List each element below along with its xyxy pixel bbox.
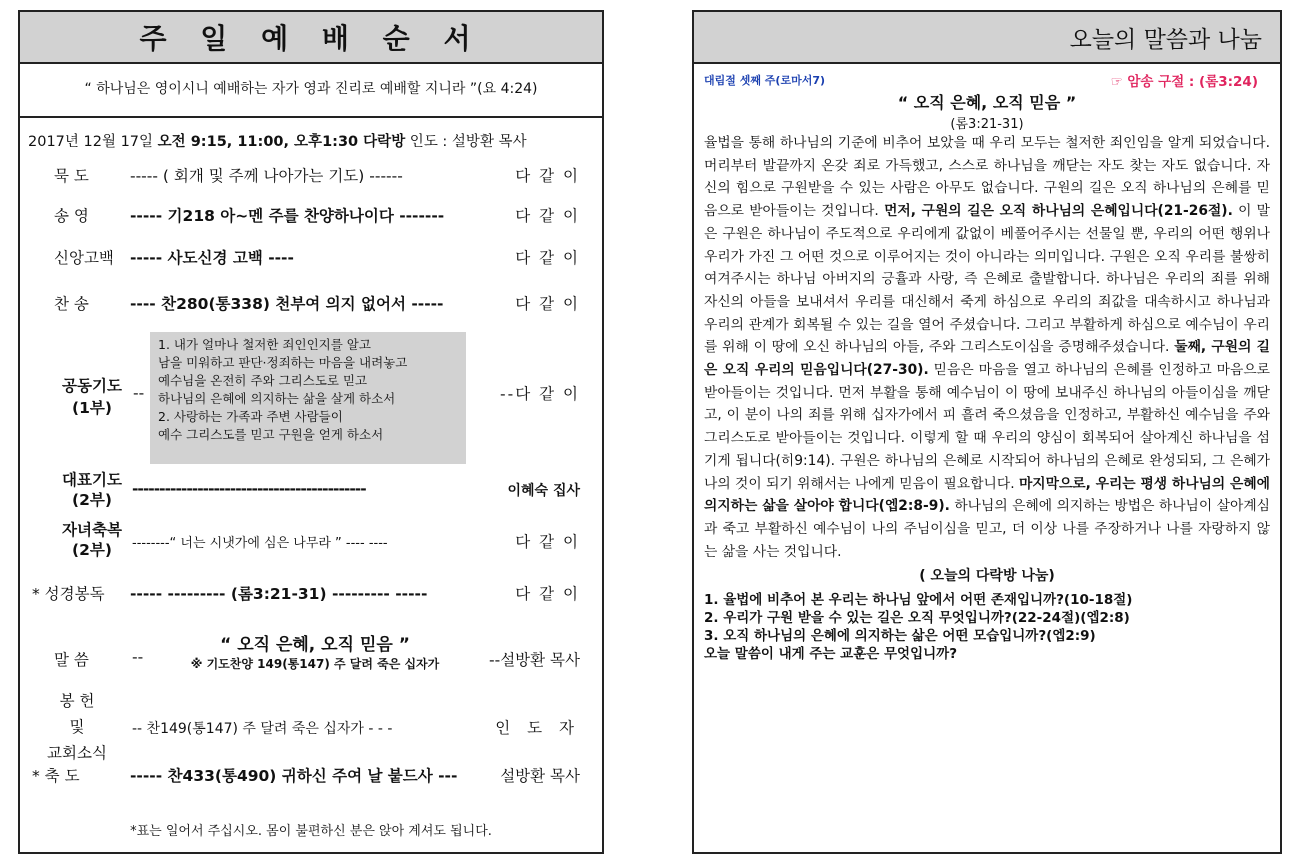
order-leader: 다 같 이: [515, 585, 580, 603]
sharing-question: 3. 오직 하나님의 은혜에 의지하는 삶은 어떤 모습입니까?(엡2:9): [704, 628, 1096, 645]
sharing-question: 1. 율법에 비추어 본 우리는 하나님 앞에서 어떤 존재입니까?(10-18절): [704, 592, 1133, 609]
order-leader: 다 같 이: [515, 533, 580, 551]
standing-note: *표는 일어서 주십시오. 몸이 불편하신 분은 앉아 계셔도 됩니다.: [130, 824, 492, 839]
order-leader: 다 같 이: [515, 207, 580, 225]
order-label-sub: (2부): [72, 491, 112, 509]
sermon-panel-header: [694, 12, 1280, 64]
sermon-body: [694, 132, 1280, 563]
order-leader: 인 도 자: [495, 719, 580, 737]
prayer-line: 1. 내가 얼마나 철저한 죄인인지를 알고: [158, 337, 371, 352]
order-label-sub: 및: [69, 718, 85, 736]
order-item: -------------------------------------------: [132, 480, 366, 498]
prayer-line: 2. 사랑하는 가족과 주변 사람들이: [158, 409, 343, 424]
prayer-line: 남을 미워하고 판단·정죄하는 마음을 내려놓고: [158, 355, 408, 370]
prayer-line: 예수님을 온전히 주와 그리스도로 믿고: [158, 373, 368, 388]
sermon-paragraph: 율법을 통해 하나님의 기준에 비추어 보았을 때 우리 모두는 철저한 죄인임을 알게 되었습니다. 머리부터 발끝까지 온갖 죄로 가득했고, 스스로 하나님을 깨닫는 자도 찾는 자도 없습니다. 자신의 힘으로 구원받을 수 있는 사람은 아무도 없습니다. 구원의 길은 오직 하나님의 은혜를 믿음으로 받아들이는 것입니다.: [704, 135, 1270, 220]
service-date: 2017년 12월 17일: [28, 134, 158, 150]
sermon-paragraph: 믿음은 마음을 열고 하나님의 은혜를 인정하고 마음으로 받아들이는 것입니다. 먼저 부활을 통해 예수님이 이 땅에 보내주신 하나님의 아들이심을 깨닫고, 이 분이 나의 죄를 위해 십자가에서 피 흘려 죽으셨음을 인정하고, 부활하신 예수님을 주와 그리스도로 받아들이는 것입니다. 이렇게 할 때 우리의 양심이 회복되어 살아계신 하나님을 섬기게 됩니다(히9:14). 구원은 하나님의 은혜로 시작되어 하나님의 은혜로 완성되되, 그 은혜가 나의 것이 되기 위해서는 나에게 믿음이 필요합니다.: [704, 362, 1270, 492]
order-label-sub2: 교회소식: [47, 744, 107, 762]
order-label: [52, 374, 132, 418]
service-times: 오전 9:15, 11:00, 오후1:30 다락방: [157, 134, 406, 150]
sermon-point: 먼저, 구원의 길은 오직 하나님의 은혜입니다(21-26절).: [884, 203, 1233, 220]
order-leader: 다 같 이: [515, 295, 580, 313]
joint-prayer-box: [150, 332, 466, 464]
order-leader: 다 같 이: [515, 249, 580, 267]
order-label: [52, 520, 132, 560]
order-leader: --설방환 목사: [489, 651, 580, 669]
sermon-block: [150, 630, 480, 672]
order-item: ----- 기218 아~멘 주를 찬양하나이다 -------: [130, 207, 445, 225]
order-label-main: 대표기도: [62, 471, 122, 489]
order-label: [42, 688, 112, 766]
theme-verse: “ 하나님은 영이시니 예배하는 자가 영과 진리로 예배할 지니라 ”(요 4:24): [84, 81, 538, 97]
order-label-main: 자녀축복: [62, 521, 122, 539]
order-leader: 다 같 이: [515, 167, 580, 185]
order-label-sub: (2부): [72, 541, 112, 559]
order-label: 묵 도: [54, 167, 89, 185]
order-label-sub: (1부): [72, 399, 112, 417]
order-item: ---- 찬280(통338) 천부여 의지 없어서 -----: [130, 295, 444, 313]
order-label: 찬 송: [54, 295, 89, 313]
sharing-question: 2. 우리가 구원 받을 수 있는 길은 오직 무엇입니까?(22-24절)(엡2:8): [704, 610, 1130, 627]
order-item: ----- 사도신경 고백 ----: [130, 249, 294, 267]
sermon-point: 마지막으로, 우리는 평생 하나님의 은혜에 의지하는 삶을 살아야 합니다(엡2:8-9).: [704, 475, 1270, 515]
prayer-line: 예수 그리스도를 믿고 구원을 얻게 하소서: [158, 427, 384, 442]
memory-verse: ☞ 암송 구절 : (롬3:24): [1110, 74, 1258, 90]
sharing-questions: [694, 591, 1280, 663]
order-label-main: 공동기도: [62, 377, 122, 395]
prayer-line: 하나님의 은혜에 의지하는 삶을 살게 하소서: [158, 391, 396, 406]
order-label: * 성경봉독: [32, 585, 105, 603]
sharing-heading: ( 오늘의 다락방 나눔): [919, 568, 1055, 585]
order-item: -- 찬149(통147) 주 달려 죽은 십자가 - - -: [132, 721, 393, 737]
sermon-subhead: [694, 70, 1280, 88]
sermon-paragraph: 하나님의 은혜에 의지하는 방법은 하나님이 살아계심과 죽고 부활하신 예수님이 나의 주님이심을 믿고, 더 이상 나를 주장하거나 나를 자랑하지 않는 삶을 사는 것입니다.: [704, 498, 1270, 560]
sermon-panel: [692, 10, 1282, 854]
order-leader: 설방환 목사: [500, 767, 580, 785]
sermon-hymn: ※ 기도찬양 149(통147) 주 달려 죽은 십자가: [190, 657, 440, 671]
sermon-paragraph: 이 말은 구원은 하나님이 주도적으로 우리에게 값없이 베풀어주시는 선물일 뿐, 우리의 어떤 행위나 우리가 가진 그 어떤 것으로 이루어지는 것이 아니라는 의미입니다. 구원은 오직 우리를 불쌍히 여겨주시는 하나님 아버지의 긍휼과 사랑, 즉 은혜로 출발합니다. 하나님은 우리의 죄를 위해 자신의 아들을 보내셔서 우리를 대신해서 죽게 하심으로 우리의 죄값을 대속하시고 하나님과 우리의 관계가 회복될 수 있는 길을 열어 주셨습니다. 그리고 부활하게 하심으로 예수님이 우리를 위해 이 땅에 오신 하나님의 아들, 주와 그리스도이심을 증명해주셨습니다.: [704, 203, 1270, 356]
worship-order-title: 주 일 예 배 순 서: [139, 22, 483, 55]
sermon-reference: (롬3:21-31): [950, 117, 1024, 132]
order-item: --: [133, 384, 145, 402]
order-item: ----- ( 회개 및 주께 나아가는 기도) ------: [130, 167, 403, 185]
order-leader: --다 같 이: [500, 385, 580, 403]
order-label: 말 씀: [54, 651, 89, 669]
order-item: --: [132, 648, 144, 666]
sharing-question: 오늘 말씀이 내게 주는 교훈은 무엇입니까?: [704, 646, 958, 663]
order-item: --------“ 너는 시냇가에 심은 나무라 ” ---- ----: [132, 536, 388, 551]
order-label: 신앙고백: [54, 249, 114, 267]
worship-order-panel: [18, 10, 604, 854]
order-label: * 축 도: [32, 767, 80, 785]
sermon-title: “ 오직 은혜, 오직 믿음 ”: [897, 93, 1077, 112]
order-label-main: 봉 헌: [59, 692, 95, 710]
order-label: 송 영: [54, 207, 89, 225]
service-leader: 인도 : 설방환 목사: [405, 134, 527, 150]
liturgical-week: 대림절 셋째 주(로마서7): [704, 74, 826, 87]
service-date-line: [20, 118, 602, 151]
order-leader: 이혜숙 집사: [507, 483, 580, 499]
order-item: ----- --------- (롬3:21-31) --------- -----: [130, 585, 428, 603]
sermon-title: “ 오직 은혜, 오직 믿음 ”: [220, 635, 410, 655]
worship-order-header: [20, 12, 602, 64]
sermon-point: 둘째, 구원의 길은 오직 우리의 믿음입니다(27-30).: [704, 339, 1270, 379]
order-item: ----- 찬433(통490) 귀하신 주여 날 붙드사 ---: [130, 767, 458, 785]
sermon-panel-title: 오늘의 말씀과 나눔: [1069, 26, 1262, 53]
order-label: [52, 470, 132, 510]
